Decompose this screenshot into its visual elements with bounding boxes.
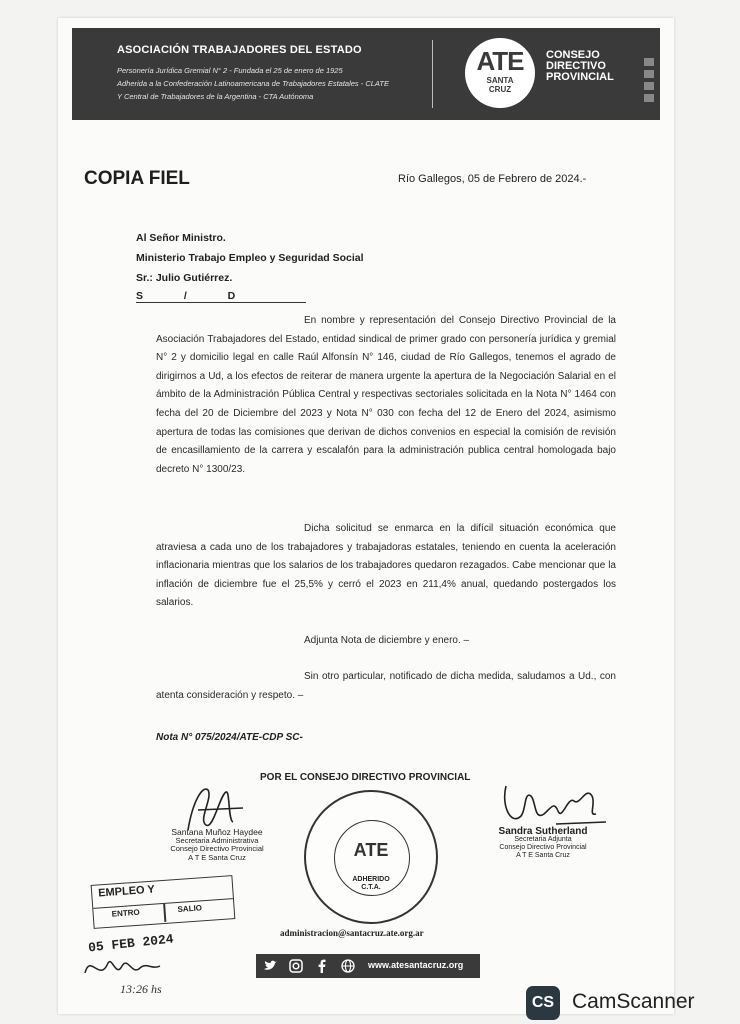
- stamp-line-1: EMPLEO Y: [97, 883, 156, 900]
- stamp-salio: SALIO: [177, 903, 203, 914]
- stamp-date: 05 FEB 2024: [87, 931, 175, 956]
- signature-left-block: Santana Muñoz Haydee Secretaria Administrativa Consejo Directivo Provincial A T E Santa Cruz: [170, 827, 264, 862]
- body-paragraph-4: Sin otro particular, notificado de dicha medida, saludamos a Ud., con atenta consideración y respeto. –: [156, 671, 616, 701]
- ate-seal: [304, 790, 438, 924]
- body-paragraph-1: En nombre y representación del Consejo Directivo Provincial de la Asociación Trabajadores del Estado, entidad sindical de primer grado con personería jurídica y gremial N° 2 y domicilio legal en calle Raúl Alfonsín N° 146, ciudad de Río Gallegos, tenemos el agrado de dirigirnos a Ud, a los efectos de reiterar de manera urgente la apertura de la Negociación Salarial en el ámbito de la Administración Pública Central y respectivas sectoriales solicitada en la Nota N° 1464 con fecha del 20 de Diciembre del 2023 y Nota N° 030 con fecha del 12 de Enero del 2024, asimismo apertura de todas las comisiones que derivan de dichos convenios en especial la comisión de revisión de encasillamiento de la carrera y escalafón para la administración publica central homologada bajo decreto N° 1300/23.: [156, 315, 616, 475]
- letter-date: Río Gallegos, 05 de Febrero de 2024.-: [398, 173, 587, 185]
- cdp-label: CONSEJO DIRECTIVO PROVINCIAL: [546, 49, 614, 83]
- camscanner-logo: CS: [526, 986, 560, 1020]
- org-name: ASOCIACIÓN TRABAJADORES DEL ESTADO: [117, 44, 362, 56]
- recipient-line-2: Ministerio Trabajo Empleo y Seguridad Social: [136, 252, 364, 264]
- recipient-line-4: S / D: [136, 290, 236, 302]
- org-subtitle-1: Personería Jurídica Gremial N° 2 - Fundada el 25 de enero de 1925: [117, 66, 343, 75]
- footer-email: administracion@santacruz.ate.org.ar: [280, 928, 424, 938]
- footer-website: www.atesantacruz.org: [368, 960, 464, 970]
- recipient-line-1: Al Señor Ministro.: [136, 232, 226, 244]
- body-paragraph-3: Adjunta Nota de diciembre y enero. –: [304, 635, 470, 646]
- document-page: [58, 18, 674, 1014]
- stamp-entro: ENTRO: [111, 907, 140, 919]
- header-bars: [644, 58, 654, 102]
- org-subtitle-3: Y Central de Trabajadores de la Argentina - CTA Autónoma: [117, 92, 314, 101]
- camscanner-label: CamScanner: [572, 990, 695, 1013]
- reception-stamp: [91, 875, 236, 929]
- letterhead: [72, 28, 660, 120]
- seal-adherido: ADHERIDO C.T.A.: [352, 876, 390, 891]
- stamp-time: 13:26 hs: [120, 982, 162, 996]
- stamp-divider: [163, 904, 166, 922]
- instagram-icon: [288, 958, 304, 974]
- signature-right-block: Sandra Sutherland Secretaria Adjunta Consejo Directivo Provincial A T E Santa Cruz: [498, 826, 588, 859]
- signatory-heading: POR EL CONSEJO DIRECTIVO PROVINCIAL: [260, 772, 471, 783]
- ate-logo: [465, 38, 535, 108]
- org-subtitle-2: Adherida a la Confederación Latinoamericana de Trabajadores Estatales - CLATE: [117, 79, 389, 88]
- body-paragraph-2: Dicha solicitud se enmarca en la difícil situación económica que atraviesa a cada uno de los trabajadores y trabajadoras estatales, teniendo en cuenta la aceleración inflacionaria mientras que los salarios de los trabajadores quedaron rezagados. Cabe mencionar que la inflación de diciembre fue el 25,5% y cerró el 2023 en 211,4% anual, quedando postergados los salarios.: [156, 523, 616, 609]
- footer-bar: [256, 954, 480, 978]
- globe-icon: [340, 958, 356, 974]
- copia-fiel-stamp: COPIA FIEL: [84, 168, 190, 189]
- facebook-icon: [314, 958, 330, 974]
- logo-sub: SANTA CRUZ: [486, 76, 514, 94]
- recipient-line-3: Sr.: Julio Gutiérrez.: [136, 272, 233, 284]
- recipient-underline: [136, 302, 306, 303]
- note-number: Nota N° 075/2024/ATE-CDP SC-: [156, 732, 303, 743]
- logo-text: ATE: [476, 46, 524, 76]
- stamp-row: [93, 898, 234, 927]
- seal-ate: ATE: [353, 840, 389, 860]
- twitter-icon: [262, 958, 278, 974]
- header-divider: [432, 40, 433, 108]
